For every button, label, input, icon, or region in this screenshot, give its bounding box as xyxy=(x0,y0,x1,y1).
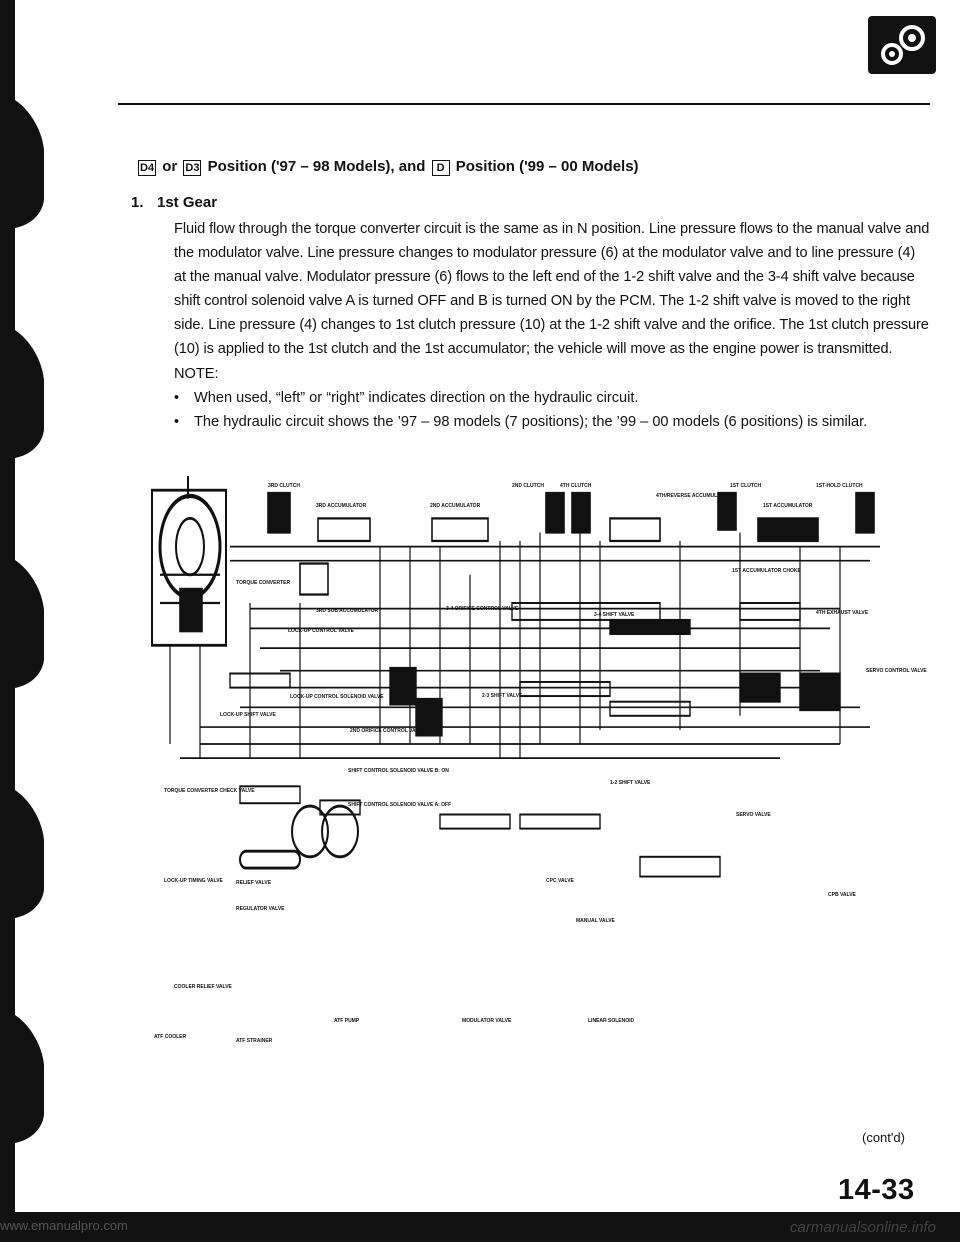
diagram-labels xyxy=(154,483,927,1044)
position-d-box: D xyxy=(432,160,450,176)
label-2-3-shift-valve: 2-3 SHIFT VALVE xyxy=(482,693,523,699)
label-regulator-valve: REGULATOR VALVE xyxy=(236,906,285,912)
label-solenoid-a-off: SHIFT CONTROL SOLENOID VALVE A: OFF xyxy=(348,802,452,808)
label-3rd-accumulator: 3RD ACCUMULATOR xyxy=(316,503,367,509)
label-atf-pump: ATF PUMP xyxy=(334,1018,360,1024)
label-1st-clutch: 1ST CLUTCH xyxy=(730,483,762,489)
page-number: 14-33 xyxy=(838,1174,915,1206)
note-item: • The hydraulic circuit shows the ’97 – 98 models (7 positions); the ’99 – 00 models (6 positions) is similar. xyxy=(174,410,867,434)
label-3-4-shift-valve: 3-4 SHIFT VALVE xyxy=(594,612,635,618)
label-1st-accumulator-choke: 1ST ACCUMULATOR CHOKE xyxy=(732,568,801,574)
label-servo-control-valve: SERVO CONTROL VALVE xyxy=(866,668,927,674)
label-atf-strainer: ATF STRAINER xyxy=(236,1038,273,1044)
label-atf-cooler: ATF COOLER xyxy=(154,1034,187,1040)
note-item: • When used, “left” or “right” indicates direction on the hydraulic circuit. xyxy=(174,386,867,410)
body-paragraph: Fluid flow through the torque converter circuit is the same as in N position. Line pressure flows to the manual valve and the modulator valve. Line pressure changes to modulator pressure (6) at the modulator valve and to line pressure (4) at the manual valve. Modulator pressure (6) flows to the left end of the 1-2 shift valve and the 3-4 shift valve because shift control solenoid valve A is turned OFF and B is turned ON by the PCM. The 1-2 shift valve is moved to the right side. Line pressure (4) changes to 1st clutch pressure (10) at the 1-2 shift valve and the orifice. The 1st clutch pressure (10) is applied to the 1st clutch and the 1st accumulator; the vehicle will move as the engine power is transmitted. xyxy=(174,221,930,357)
label-lockup-control-valve: LOCK-UP CONTROL VALVE xyxy=(288,628,355,634)
label-tc-check-valve: TORQUE CONVERTER CHECK VALVE xyxy=(164,788,255,794)
label-lockup-shift-valve: LOCK-UP SHIFT VALVE xyxy=(220,712,276,718)
position-d3-box: D3 xyxy=(185,162,200,174)
note-list xyxy=(174,386,867,434)
label-cooler-relief-valve: COOLER RELIEF VALVE xyxy=(174,984,232,990)
position-99-00-text: Position ('99 – 00 Models) xyxy=(455,158,639,175)
label-cpc-valve: CPC VALVE xyxy=(546,878,574,884)
or-word: or xyxy=(162,158,178,175)
watermark: carmanualsonline.info xyxy=(790,1219,936,1236)
label-modulator-valve: MODULATOR VALVE xyxy=(462,1018,512,1024)
label-1-2-shift-valve: 1-2 SHIFT VALVE xyxy=(610,780,651,786)
binding-edge xyxy=(0,0,48,1242)
label-3-4-orifice-control-valve: 3-4 ORIFICE CONTROL VALVE xyxy=(446,606,519,612)
label-lockup-control-solenoid: LOCK-UP CONTROL SOLENOID VALVE xyxy=(290,694,384,700)
label-torque-converter: TORQUE CONVERTER xyxy=(236,580,291,586)
transmission-section-icon xyxy=(868,16,936,74)
circuit-lines xyxy=(170,533,880,759)
label-cpb-valve: CPB VALVE xyxy=(828,892,856,898)
label-manual-valve: MANUAL VALVE xyxy=(576,918,615,924)
section-header xyxy=(136,158,639,176)
hydraulic-circuit-diagram xyxy=(140,462,927,1044)
label-linear-solenoid: LINEAR SOLENOID xyxy=(588,1018,635,1024)
label-4th-exhaust-valve: 4TH EXHAUST VALVE xyxy=(816,610,869,616)
label-1st-hold-clutch: 1ST-HOLD CLUTCH xyxy=(816,483,863,489)
continued-label: (cont'd) xyxy=(862,1130,905,1145)
source-url: www.emanualpro.com xyxy=(0,1218,128,1233)
torque-converter-graphic xyxy=(152,476,226,645)
label-4th-reverse-accumulator: 4TH/REVERSE ACCUMULATOR xyxy=(656,493,731,499)
label-lockup-timing-valve: LOCK-UP TIMING VALVE xyxy=(164,878,223,884)
gear-title: 1st Gear xyxy=(157,194,218,211)
label-2nd-accumulator: 2ND ACCUMULATOR xyxy=(430,503,481,509)
label-1st-accumulator: 1ST ACCUMULATOR xyxy=(763,503,813,509)
label-2nd-clutch: 2ND CLUTCH xyxy=(512,483,544,489)
gear-heading xyxy=(131,194,217,211)
label-relief-valve: RELIEF VALVE xyxy=(236,880,272,886)
label-servo-valve: SERVO VALVE xyxy=(736,812,771,818)
position-d4-box: D4 xyxy=(140,162,155,174)
label-2nd-orifice-control-valve: 2ND ORIFICE CONTROL VALVE xyxy=(350,728,426,734)
label-3rd-clutch: 3RD CLUTCH xyxy=(268,483,300,489)
note-label: NOTE: xyxy=(174,366,219,382)
gear-number: 1. xyxy=(131,194,144,211)
position-97-98-text: Position ('97 – 98 Models), and xyxy=(207,158,426,175)
label-4th-clutch: 4TH CLUTCH xyxy=(560,483,592,489)
label-3rd-sub-accumulator: 3RD SUB ACCUMULATOR xyxy=(316,608,379,614)
label-solenoid-b-on: SHIFT CONTROL SOLENOID VALVE B: ON xyxy=(348,768,449,774)
header-rule xyxy=(118,103,930,105)
